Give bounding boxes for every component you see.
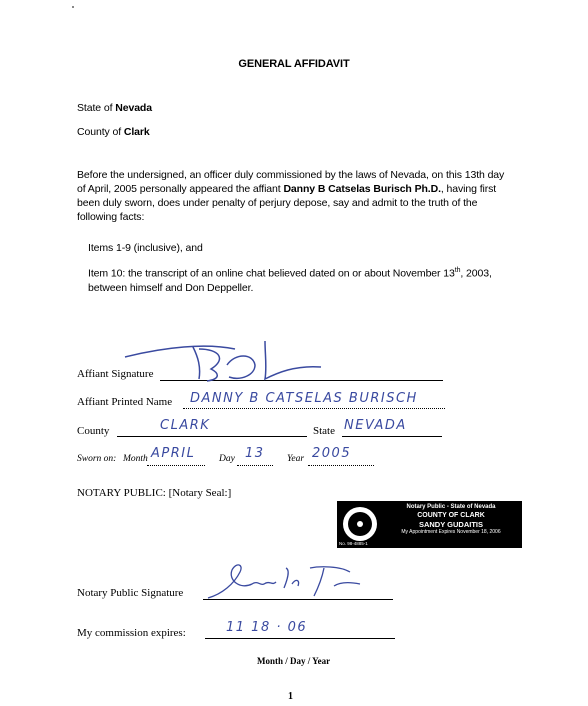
commission-label: My commission expires: (77, 627, 186, 639)
day-value: 13 (245, 446, 265, 461)
month-label: Month (123, 454, 148, 464)
item-10 (88, 264, 514, 295)
sworn-label: Sworn on: (77, 454, 117, 464)
county-field-value: CLARK (160, 418, 211, 433)
day-label: Day (219, 454, 235, 464)
month-line (147, 465, 205, 466)
state-field-line (342, 436, 442, 437)
state-label: State of (77, 102, 113, 114)
page-number: 1 (288, 691, 293, 702)
county-value: Clark (123, 126, 150, 138)
printed-name-line (183, 408, 445, 409)
document-title: GENERAL AFFIDAVIT (238, 58, 350, 70)
commission-value: 11 18 · 06 (226, 620, 308, 635)
page-mark (72, 6, 74, 8)
seal-id: No. 98-4885-1 (339, 541, 368, 546)
intro-text-1: Before the undersigned, an officer duly commissioned by the laws of Nevada, on this 13th day of April, 2005 personally appeared the affiant (77, 169, 505, 195)
printed-name-value: DANNY B CATSELAS BURISCH (190, 391, 418, 406)
county-field-label: County (77, 425, 110, 437)
affiant-signature-label: Affiant Signature (77, 368, 154, 380)
day-line (237, 465, 273, 466)
notary-seal (337, 501, 522, 548)
seal-line-1: Notary Public - State of Nevada (406, 504, 496, 510)
month-value: APRIL (151, 446, 196, 461)
affiant-name: Danny B Catselas Burisch Ph.D. (283, 183, 441, 195)
state-field-label: State (313, 425, 335, 437)
seal-line-3: SANDY GUDAITIS (418, 520, 484, 529)
date-format-label: Month / Day / Year (257, 656, 331, 666)
state-value: Nevada (115, 102, 152, 114)
county-line (77, 126, 150, 138)
year-line (308, 465, 374, 466)
seal-line-4: My Appointment Expires November 18, 2006 (401, 529, 501, 535)
notary-signature-label: Notary Public Signature (77, 587, 184, 599)
state-seal-icon (343, 507, 377, 541)
printed-name-label: Affiant Printed Name (77, 396, 173, 408)
county-field-line (117, 436, 307, 437)
intro-text-2: , having first been duly sworn, does under penalty of perjury depose, say and admit to the truth of the following facts: (77, 183, 497, 223)
year-value: 2005 (312, 446, 352, 461)
items-1-9: Items 1-9 (inclusive), and (88, 242, 203, 254)
item-10-text-b: , 2003, between himself and Don Deppeller. (88, 267, 492, 294)
county-label: County of (77, 126, 122, 138)
intro-paragraph (77, 168, 513, 224)
notary-public-label: NOTARY PUBLIC: [Notary Seal:] (77, 487, 232, 499)
seal-line-2: COUNTY OF CLARK (417, 512, 485, 519)
state-field-value: NEVADA (344, 418, 407, 433)
state-line (77, 102, 152, 114)
commission-line (205, 638, 395, 639)
item-10-sup: th (454, 267, 461, 274)
affiant-signature-ink (115, 335, 335, 385)
year-label: Year (287, 454, 305, 464)
notary-signature-ink (200, 558, 380, 603)
item-10-text-a: Item 10: the transcript of an online chat believed dated on or about November 13 (88, 267, 455, 280)
